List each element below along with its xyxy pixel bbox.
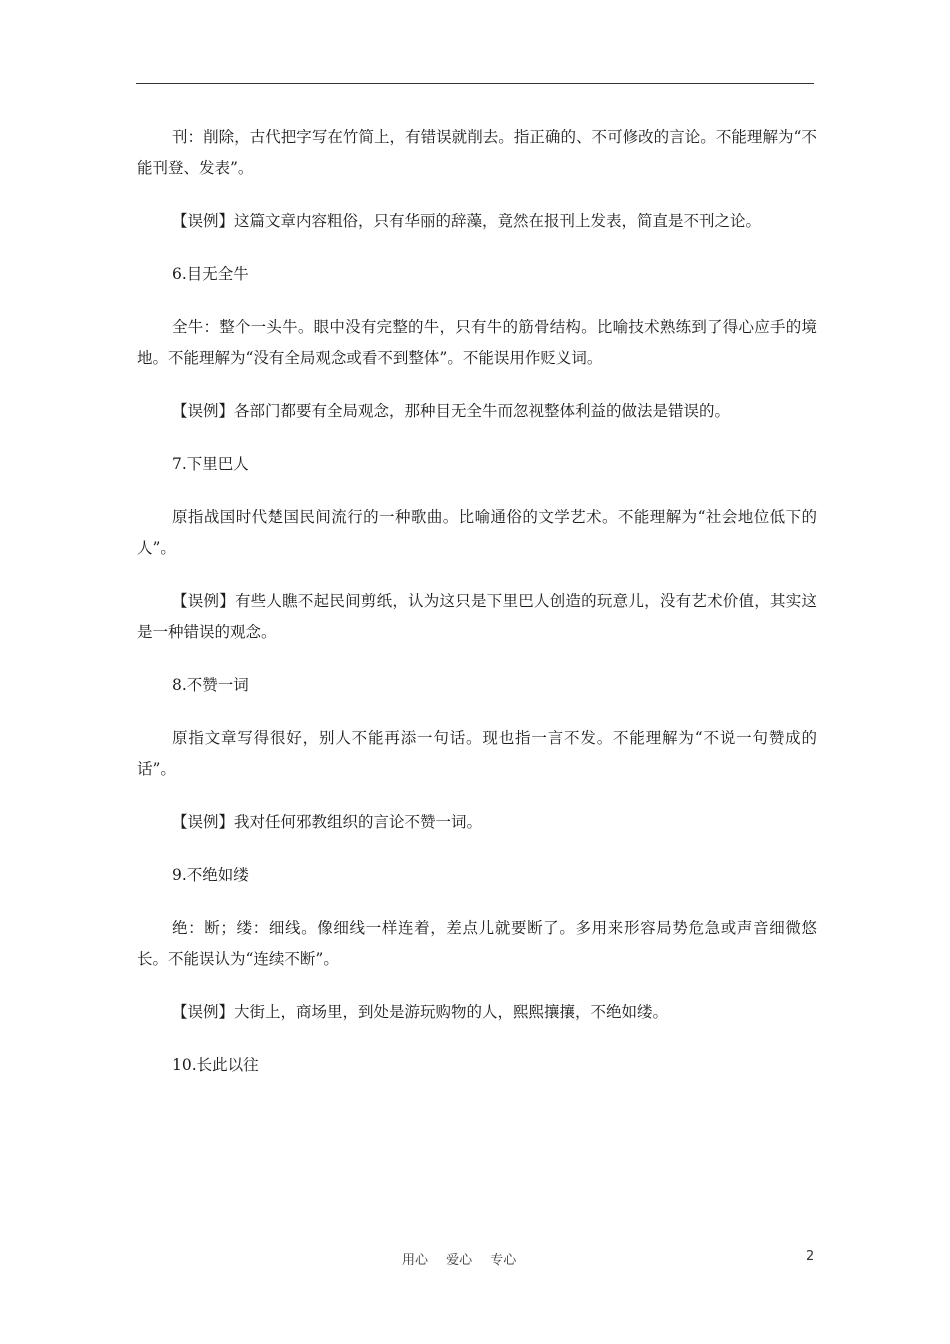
footer-motto: 用心 爱心 专心: [402, 1253, 517, 1268]
paragraph-example: 【误例】有些人瞧不起民间剪纸，认为这只是下里巴人创造的玩意儿，没有艺术价值，其实这是一种错误的观念。: [137, 592, 817, 641]
idiom-heading: 8.不赞一词: [172, 676, 249, 694]
paragraph-example: 【误例】各部门都要有全局观念，那种目无全牛而忽视整体利益的做法是错误的。: [172, 402, 731, 420]
paragraph-definition: 原指文章写得很好，别人不能再添一句话。现也指一言不发。不能理解为“不说一句赞成的话”。: [137, 729, 817, 778]
paragraph-example: 【误例】这篇文章内容粗俗，只有华丽的辞藻，竟然在报刊上发表，简直是不刊之论。: [172, 212, 762, 230]
header-rule: [136, 83, 814, 84]
paragraph-example: 【误例】大街上，商场里，到处是游玩购物的人，熙熙攘攘，不绝如缕。: [172, 1003, 669, 1021]
paragraph-example: 【误例】我对任何邪教组织的言论不赞一词。: [172, 813, 483, 831]
idiom-heading: 9.不绝如缕: [172, 866, 249, 884]
idiom-heading: 7.下里巴人: [172, 455, 249, 473]
paragraph-definition: 原指战国时代楚国民间流行的一种歌曲。比喻通俗的文学艺术。不能理解为“社会地位低下的人”。: [137, 508, 817, 557]
paragraph-definition: 绝：断；缕：细线。像细线一样连着，差点儿就要断了。多用来形容局势危急或声音细微悠长。不能误认为“连续不断”。: [137, 919, 817, 968]
paragraph-definition: 全牛：整个一头牛。眼中没有完整的牛，只有牛的筋骨结构。比喻技术熟练到了得心应手的境地。不能理解为“没有全局观念或看不到整体”。不能误用作贬义词。: [137, 318, 817, 367]
page-number: 2: [806, 1249, 815, 1264]
idiom-heading: 6.目无全牛: [172, 265, 249, 283]
paragraph-definition-kan: 刊：削除，古代把字写在竹简上，有错误就削去。指正确的、不可修改的言论。不能理解为“不能刊登、发表”。: [137, 128, 817, 177]
document-body: [137, 122, 817, 1081]
idiom-heading: 10.长此以往: [172, 1056, 259, 1074]
